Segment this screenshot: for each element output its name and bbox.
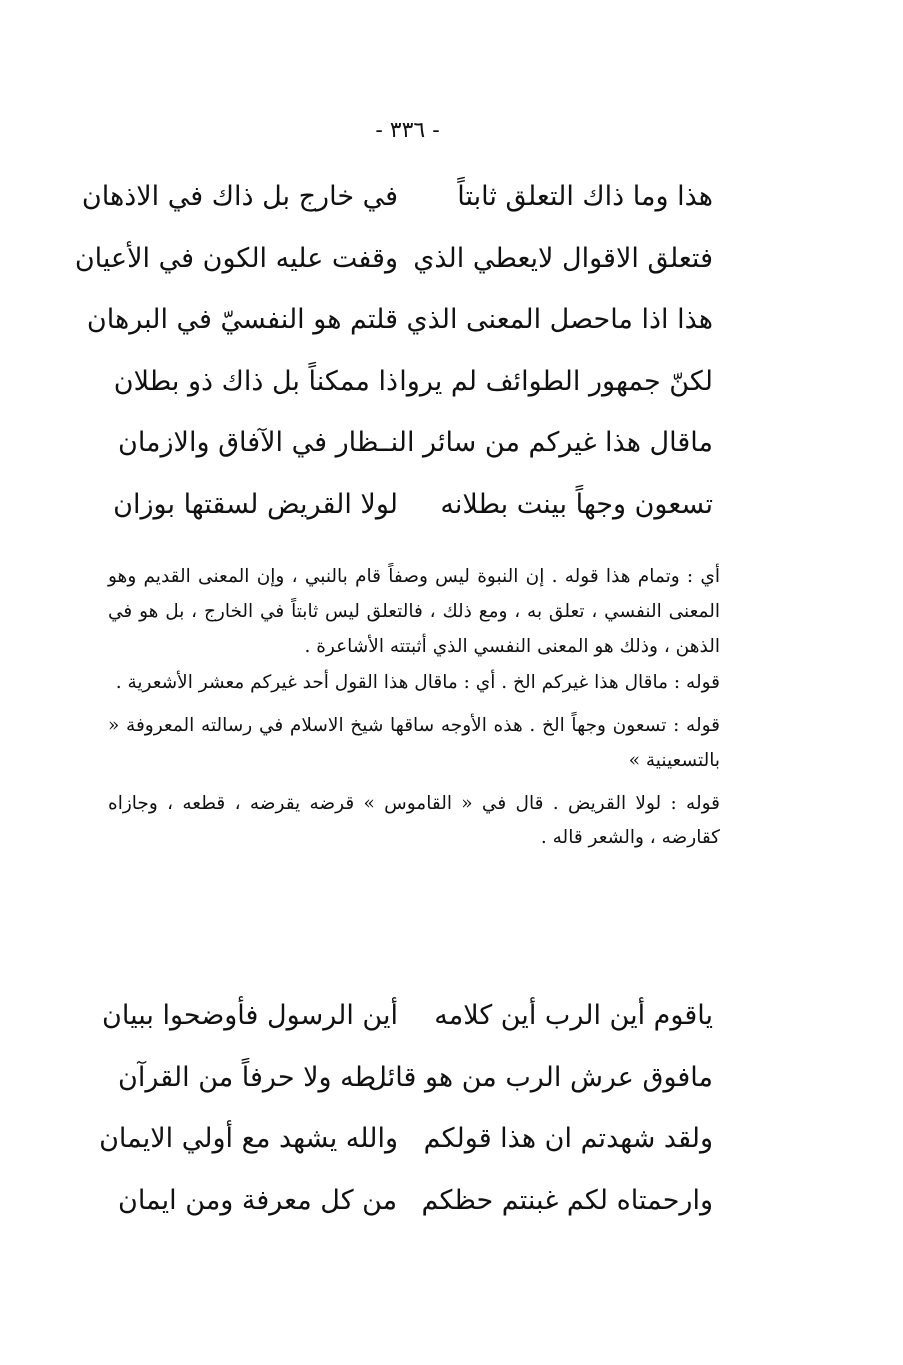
verse-line	[102, 1000, 713, 1062]
poem-top	[74, 181, 713, 550]
verse-second-hemistich: ـظار في الآفاق والازمان	[118, 427, 387, 458]
verse-first-hemistich: لكنّ جمهور الطوائف لم يروا	[399, 365, 713, 397]
commentary-block	[108, 560, 720, 856]
verse-line	[118, 1185, 713, 1247]
verse-first-hemistich: مافوق عرش الرب من هو قائل	[367, 1061, 713, 1093]
verse-second-hemistich: لولا القريض لسقتها بوزان	[113, 488, 398, 520]
commentary-paragraph: قوله : ماقال هذا غيركم الخ . أي : ماقال هذا القول أحد غيركم معشر الأشعرية .	[115, 672, 720, 694]
verse-second-hemistich: طه ولا حرفاً من القرآن	[118, 1061, 377, 1093]
verse-first-hemistich: هذا اذا ماحصل المعنى الذي	[406, 304, 713, 335]
verse-second-hemistich: قلتم هو النفسيّ في البرهان	[86, 304, 398, 335]
verse-second-hemistich: في خارج بل ذاك في الاذهان	[81, 181, 398, 212]
verse-line	[86, 304, 713, 366]
verse-first-hemistich: ولقد شهدتم ان هذا قولكم	[423, 1123, 713, 1154]
verse-line	[118, 427, 713, 489]
verse-line	[113, 488, 713, 551]
verse-second-hemistich: من كل معرفة ومن ايمان	[118, 1184, 398, 1216]
poem-bottom	[99, 1000, 713, 1246]
commentary-paragraph: قوله : لولا القريض . قال في « القاموس » قرضه يقرضه ، قطعه ، وجازاه كقارضه ، والشعر قاله .	[108, 792, 720, 849]
verse-first-hemistich: هذا وما ذاك التعلق ثابتاً	[457, 181, 713, 212]
verse-first-hemistich: فتعلق الاقوال لايعطي الذي	[413, 242, 713, 274]
verse-second-hemistich: أين الرسول فأوضحوا ببيان	[102, 1000, 398, 1031]
verse-first-hemistich: ياقوم أين الرب أين كلامه	[434, 1000, 713, 1031]
verse-line	[118, 1062, 713, 1124]
verse-line	[99, 1123, 713, 1185]
commentary-paragraph: أي : وتمام هذا قوله . إن النبوة ليس وصفاً قام بالنبي ، وإن المعنى القديم وهو المعنى النفسي ، تعلق به ، ومع ذلك ، فالتعلق ليس ثابتاً في الخارج ، بل هو في الذهن ، وذلك هو المعنى النفسي الذي أثبتته الأشاعرة .	[108, 566, 720, 657]
verse-second-hemistich: ذا ممكناً بل ذاك ذو بطلان	[113, 365, 398, 397]
verse-second-hemistich: وقفت عليه الكون في الأعيان	[74, 242, 398, 274]
page-number: - ٣٣٦ -	[375, 118, 440, 143]
verse-line	[113, 365, 713, 428]
verse-first-hemistich: وارحمتاه لكم غبنتم حظكم	[421, 1184, 713, 1216]
verse-first-hemistich: ماقال هذا غيركم من سائر النـ	[382, 427, 713, 458]
verse-second-hemistich: والله يشهد مع أولي الايمان	[99, 1123, 398, 1154]
verse-first-hemistich: تسعون وجهاً بينت بطلانه	[440, 488, 713, 520]
verse-line	[74, 242, 713, 305]
commentary-paragraph: قوله : تسعون وجهاً الخ . هذه الأوجه ساقها شيخ الاسلام في رسالته المعروفة « بالتسعينية »	[108, 715, 720, 771]
verse-line	[81, 181, 713, 243]
